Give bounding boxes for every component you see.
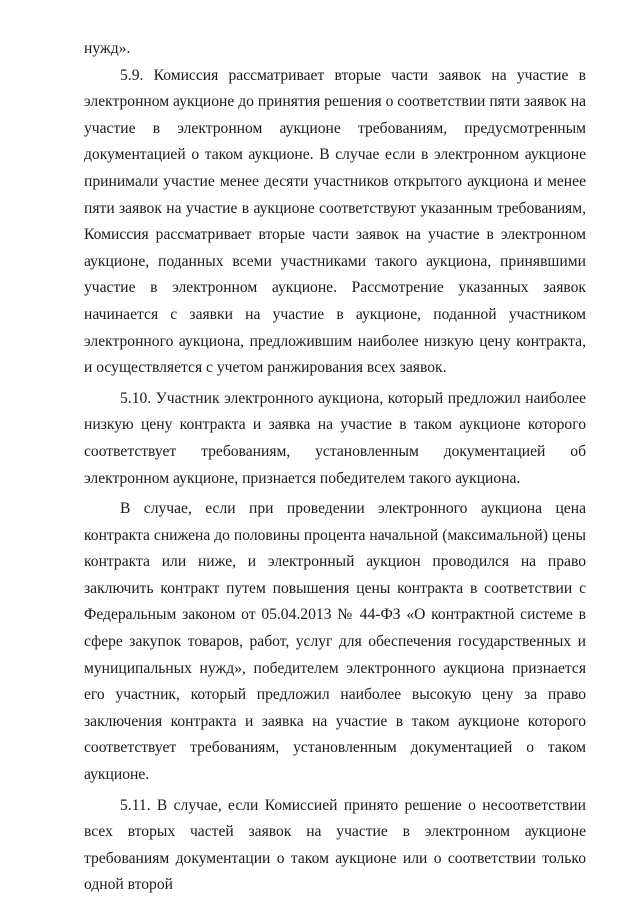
document-body (84, 36, 586, 899)
paragraph-clause-5-9: 5.9. Комиссия рассматривает вторые части заявок на участие в электронном аукционе до принятия решения о соответствии пяти заявок на участие в электронном аукционе требованиям, предусмотренным документацией о таком аукционе. В случае если в электронном аукционе принимали участие менее десяти участников открытого аукциона и менее пяти заявок на участие в аукционе соответствуют указанным требованиям, Комиссия рассматривает вторые части заявок на участие в электронном аукционе, поданных всеми участниками такого аукциона, принявшими участие в электронном аукционе. Рассмотрение указанных заявок начинается с заявки на участие в аукционе, поданной участником электронного аукциона, предложившим наиболее низкую цену контракта, и осуществляется с учетом ранжирования всех заявок. (84, 66, 586, 377)
paragraph-clause-5-10: 5.10. Участник электронного аукциона, который предложил наиболее низкую цену контракта и заявка на участие в таком аукционе которого соответствует требованиям, установленным документацией об электронном аукционе, признается победителем такого аукциона. (84, 389, 586, 487)
paragraph-continuation: нужд». (84, 40, 131, 57)
paragraph-clause-5-11: 5.11. В случае, если Комиссией принято решение о несоответствии всех вторых частей заявок на участие в электронном аукционе требованиям документации о таком аукционе или о соответствии только одной второй (84, 796, 586, 894)
paragraph-clause-5-10-exception: В случае, если при проведении электронного аукциона цена контракта снижена до половины процента начальной (максимальной) цены контракта или ниже, и электронный аукцион проводился на право заключить контракт путем повышения цены контракта в соответствии с Федеральным законом от 05.04.2013 № 44-ФЗ «О контрактной системе в сфере закупок товаров, работ, услуг для обеспечения государственных и муниципальных нужд», победителем электронного аукциона признается его участник, который предложил наиболее высокую цену за право заключения контракта и заявка на участие в таком аукционе которого соответствует требованиям, установленным документацией о таком аукционе. (84, 500, 586, 784)
